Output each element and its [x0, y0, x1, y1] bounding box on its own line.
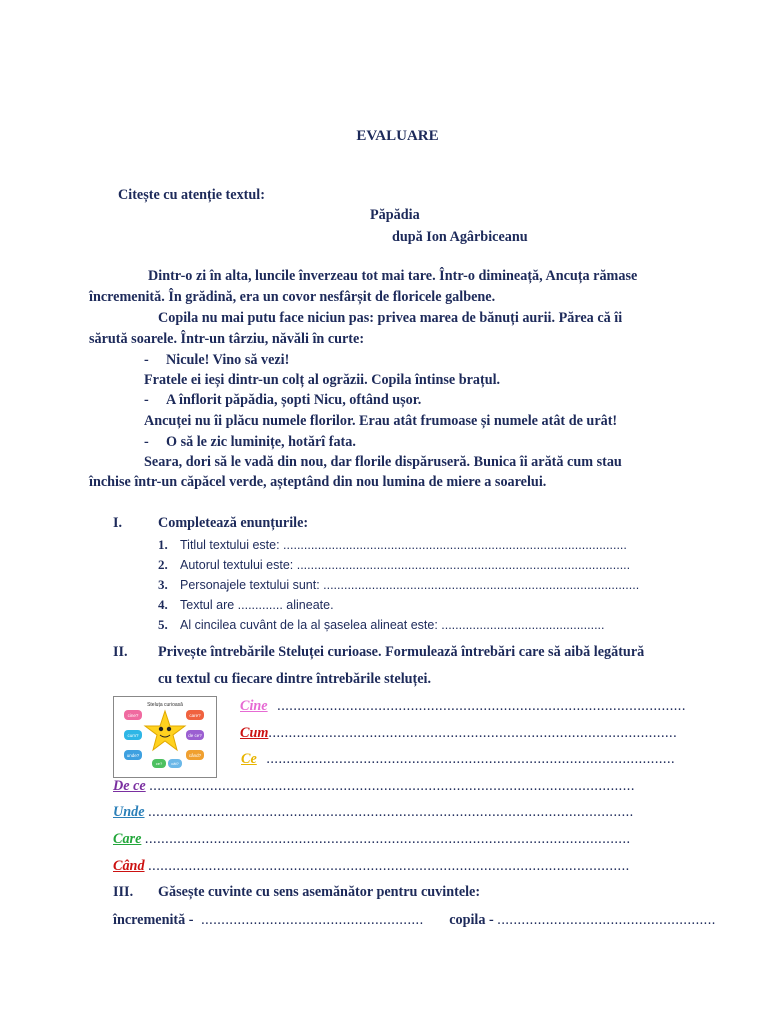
answer-line[interactable]: ......................................................	[497, 912, 716, 928]
paragraph-line: Copila nu mai putu face niciun pas: privea marea de bănuți aurii. Părea că îi	[158, 310, 623, 326]
section-2-heading-line1: Privește întrebările Steluței curioase. Formulează întrebări care să aibă legătură	[158, 644, 645, 660]
answer-line[interactable]: ........................................................................................................................	[149, 778, 635, 794]
paragraph-line: Dintr-o zi în alta, luncile înverzeau tot mai tare. Într-o dimineață, Ancuța rămase	[148, 268, 638, 284]
question-line-cine	[240, 698, 686, 715]
question-word: Cum	[240, 725, 269, 741]
item-number: 1.	[158, 537, 168, 552]
answer-line[interactable]: .....................................................................................................	[266, 751, 676, 767]
section-1-heading: Completează enunțurile:	[158, 515, 309, 531]
question-line-cand	[113, 858, 630, 875]
question-line-cum	[240, 725, 677, 742]
story-title: Păpădia	[370, 207, 420, 223]
question-line-care	[113, 831, 631, 848]
question-line-unde	[113, 804, 634, 821]
question-word: Unde	[113, 804, 145, 820]
image-title: Steluța curioasă	[147, 702, 183, 708]
bubble-label: cât?	[171, 761, 179, 766]
item-number: 5.	[158, 617, 168, 632]
section-3-heading: Găsește cuvinte cu sens asemănător pentru cuvintele:	[158, 884, 481, 900]
answer-line[interactable]: .....................................................................................................	[277, 698, 686, 714]
paragraph-line: Fratele ei ieși dintr-un colț al ogrăzii. Copila întinse brațul.	[144, 372, 501, 388]
paragraph-line: sărută soarele. Într-un târziu, năvăli în curte:	[89, 331, 365, 347]
bubble-label: ce?	[155, 761, 163, 766]
question-word: Ce	[241, 751, 257, 767]
star-illustration	[114, 697, 216, 777]
dialogue-line: A înflorit păpădia, șopti Nicu, oftând ușor.	[166, 392, 422, 408]
paragraph-line: închise într-un căpăcel verde, așteptând din nou lumina de miere a soarelui.	[89, 474, 547, 490]
answer-line[interactable]: .......................................................................................................................	[148, 858, 630, 874]
star-icon	[145, 711, 185, 750]
item-text: Autorul textului este: ................................................................................................	[180, 558, 631, 572]
reading-instruction: Citește cu atenție textul:	[118, 187, 265, 203]
question-word: Cine	[240, 698, 268, 714]
answer-line[interactable]: ........................................................................................................................	[148, 804, 634, 820]
bubble-label: de ce?	[188, 733, 202, 738]
item-number: 2.	[158, 557, 168, 572]
answer-line[interactable]: .......................................................	[201, 912, 424, 928]
paragraph-line: încremenită. În grădină, era un covor nesfârșit de floricele galbene.	[89, 289, 496, 305]
dialogue-line: O să le zic luminițe, hotărî fata.	[166, 434, 356, 450]
fill-item	[158, 577, 639, 593]
bubble-label: care?	[189, 713, 201, 718]
fill-item	[158, 597, 334, 613]
section-3-number: III.	[113, 884, 134, 900]
question-word: Care	[113, 831, 142, 847]
synonym-line	[113, 912, 716, 929]
question-line-ce	[241, 751, 675, 768]
bubble-label: cine?	[127, 713, 139, 718]
bubble-label: cum?	[127, 733, 139, 738]
fill-item	[158, 617, 605, 633]
paragraph-line: Ancuței nu îi plăcu numele florilor. Erau atât frumoase și numele atât de urât!	[144, 413, 618, 429]
item-number: 4.	[158, 597, 168, 612]
story-author: după Ion Agârbiceanu	[392, 229, 528, 245]
section-1-number: I.	[113, 515, 123, 531]
bubble-label: unde?	[126, 753, 140, 758]
dialogue-dash: -	[144, 434, 149, 450]
section-2-heading-line2: cu textul cu fiecare dintre întrebările steluței.	[158, 671, 432, 687]
curious-star-image	[113, 696, 217, 778]
answer-line[interactable]: .....................................................................................................	[268, 725, 678, 741]
synonym-word: încremenită -	[113, 912, 194, 928]
bubble-label: când?	[188, 753, 202, 758]
dialogue-dash: -	[144, 392, 149, 408]
dialogue-dash: -	[144, 352, 149, 368]
fill-item	[158, 537, 627, 553]
question-line-de-ce	[113, 778, 635, 795]
question-word: Când	[113, 858, 145, 874]
synonym-word: copila -	[449, 912, 494, 928]
question-word: De ce	[113, 778, 146, 794]
item-text: Al cincilea cuvânt de la al șaselea alineat este: ...............................................	[180, 618, 605, 632]
answer-line[interactable]: ........................................................................................................................	[144, 831, 631, 847]
section-2-number: II.	[113, 644, 128, 660]
page-title: EVALUARE	[356, 128, 439, 144]
fill-item	[158, 557, 630, 573]
item-number: 3.	[158, 577, 168, 592]
item-text: Textul are ............. alineate.	[180, 598, 334, 612]
item-text: Titlul textului este: ...................................................................................................	[180, 538, 627, 552]
dialogue-line: Nicule! Vino să vezi!	[166, 352, 290, 368]
item-text: Personajele textului sunt: ...........................................................................................	[180, 578, 640, 592]
paragraph-line: Seara, dori să le vadă din nou, dar florile dispăruseră. Bunica îi arătă cum stau	[144, 454, 622, 470]
